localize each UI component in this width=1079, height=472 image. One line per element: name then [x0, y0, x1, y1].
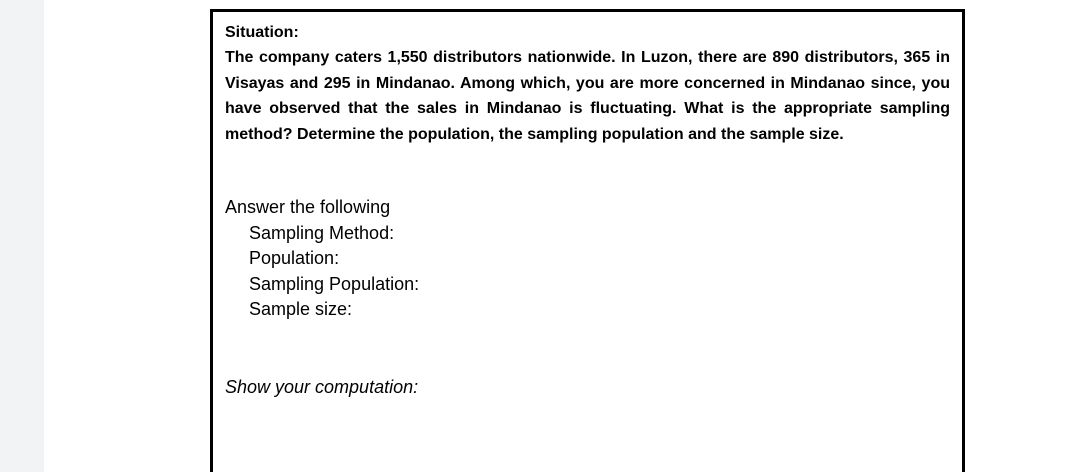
- left-margin: [0, 0, 44, 472]
- answer-item-sampling-population: Sampling Population:: [249, 273, 420, 294]
- answer-item-sampling-method: Sampling Method:: [249, 222, 395, 243]
- answer-prompt: Answer the following: [225, 197, 391, 217]
- answer-item-sample-size: Sample size:: [249, 299, 353, 319]
- situation-heading: Situation:: [225, 24, 299, 41]
- answer-list: [225, 221, 950, 323]
- situation-text: The company caters 1,550 distributors nationwide. In Luzon, there are 890 distributors, 365 in Visayas and 295 in Mindanao. Among which, you are more concerned in Mindanao since, you have observed that the sales in Mindanao is fluctuating. What is the appropriate sampling method? Determine the population, the sampling population and the sample size.: [225, 49, 950, 143]
- answer-item-population: Population:: [249, 248, 340, 268]
- answer-section: [225, 195, 950, 323]
- question-box: [210, 9, 965, 472]
- computation-label: Show your computation:: [225, 376, 419, 397]
